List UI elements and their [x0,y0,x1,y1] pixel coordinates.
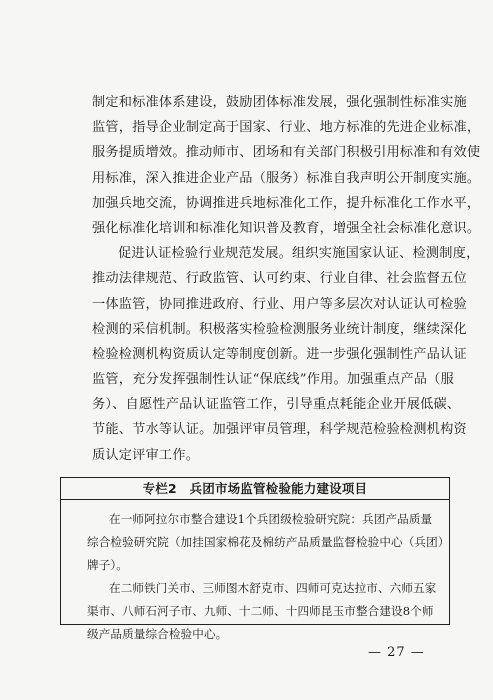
paragraph-2-line-7: 务）、自愿性产品认证监管工作，引导重点耗能企业开展低碳、 [92,397,461,413]
column-title: 专栏2 兵团市场监管检验能力建设项目 [61,478,449,500]
paragraph-1-line-2: 监管，指导企业制定高于国家、行业、地方标准的先进企业标准， [92,120,481,136]
project-column-box [60,477,450,641]
paragraph-1-line-3: 服务提质增效。推动师市、团场和有关部门积极引用标准和有效使 [92,145,481,161]
paragraph-2-line-6: 监管，充分发挥强制性认证“保底线”作用。加强重点产品（服 [92,372,454,388]
column-paragraph-2-line-1: 在二师铁门关市、三师图木舒克市、四师可克达拉市、六师五家 [109,581,437,595]
paragraph-2-line-1: 促进认证检验行业规范发展。组织实施国家认证、检测制度， [118,246,480,262]
paragraph-1-line-4: 用标准，深入推进企业产品（服务）标准自我声明公开制度实施。 [92,170,481,186]
page-number: — 27 — [368,645,425,660]
paragraph-1-line-5: 加强兵地交流，协调推进兵地标准化工作，提升标准化工作水平， [92,195,481,211]
column-paragraph-1-line-1: 在一师阿拉尔市整合建设1个兵团级检验研究院：兵团产品质量 [109,512,433,526]
paragraph-2-line-3: 一体监管，协同推进政府、行业、用户等多层次对认证认可检验 [92,296,467,312]
paragraph-2-line-2: 推动法律规范、行政监管、认可约束、行业自律、社会监督五位 [92,271,467,287]
column-paragraph-2-line-3: 级产品质量综合检验中心。 [87,627,228,641]
column-body [61,500,449,646]
paragraph-1-line-6: 强化标准化培训和标准化知识普及教育，增强全社会标准化意识。 [92,220,481,236]
column-paragraph-2-line-2: 渠市、八师石河子市、九师、十二师、十四师昆玉市整合建设8个师 [87,604,434,618]
paragraph-2-line-8: 节能、节水等认证。加强评审员管理，科学规范检验检测机构资 [92,422,467,438]
paragraph-2-line-9: 质认定评审工作。 [92,447,200,463]
column-paragraph-1-line-3: 牌子）。 [87,558,128,572]
paragraph-2-line-4: 检测的采信机制。积极落实检验检测服务业统计制度，继续深化 [92,321,467,337]
column-paragraph-1-line-2: 综合检验研究院（加挂国家棉花及棉纺产品质量监督检验中心（兵团） [87,535,450,549]
paragraph-2-line-5: 检验检测机构资质认定等制度创新。进一步强化强制性产品认证 [92,346,467,362]
paragraph-1-line-1: 制定和标准体系建设，鼓励团体标准发展，强化强制性标准实施 [92,95,467,110]
body-text [92,90,481,468]
